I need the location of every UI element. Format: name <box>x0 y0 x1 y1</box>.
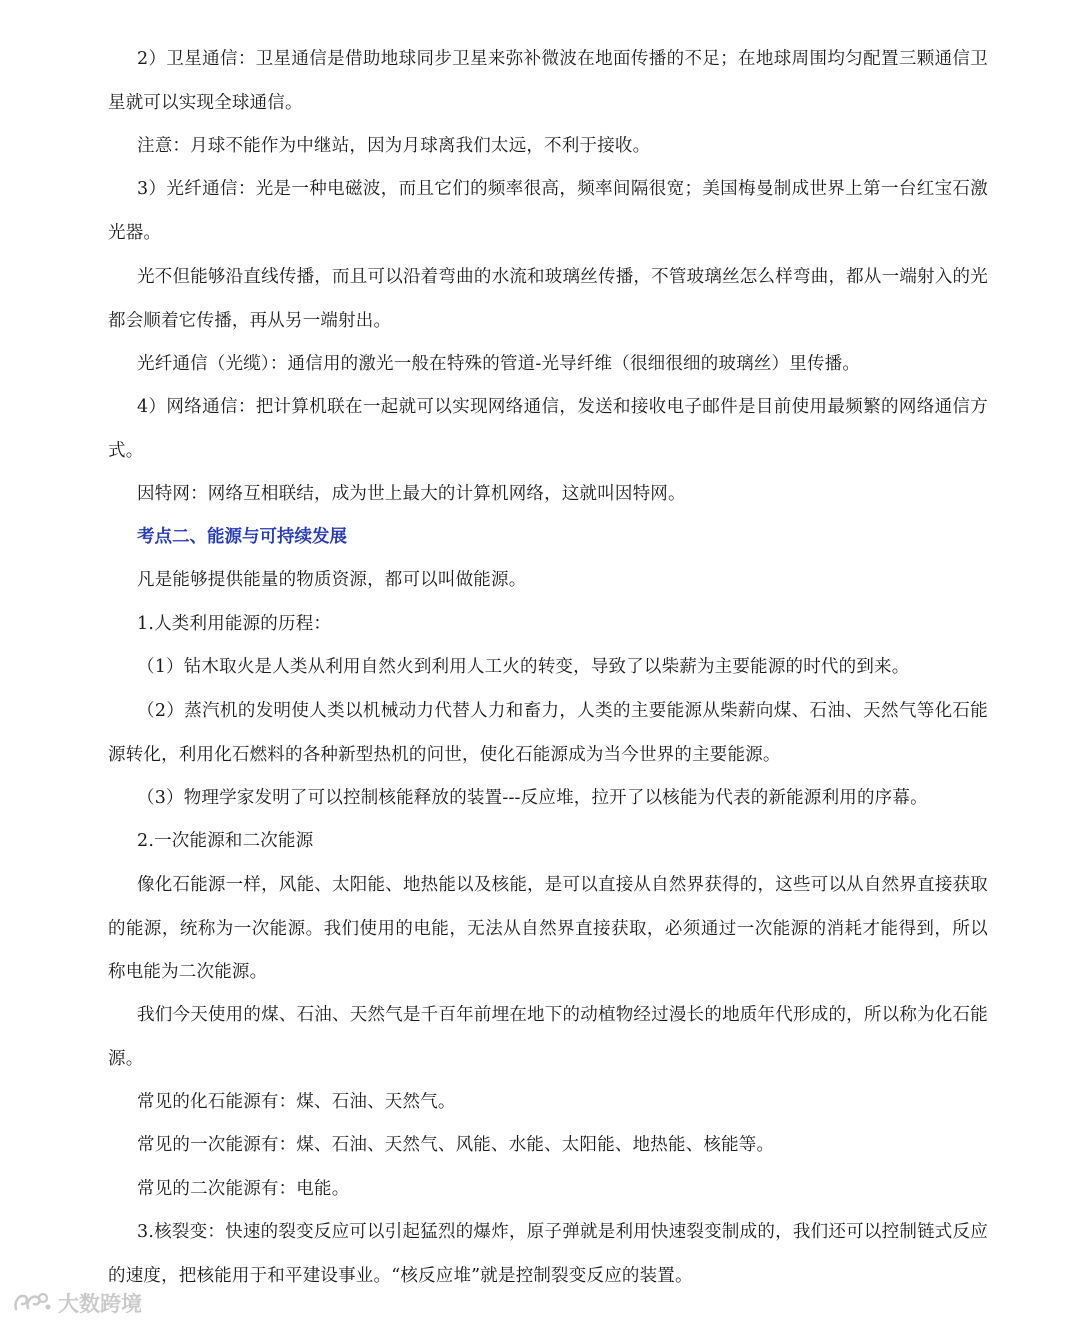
paragraph-nuclear-fission: 3.核裂变：快速的裂变反应可以引起猛烈的爆炸，原子弹就是利用快速裂变制成的，我们还可以控制链式反应的速度，把核能用于和平建设事业。“核反应堆”就是控制裂变反应的装置。 <box>108 1222 988 1286</box>
paragraph-satellite-communication: 2）卫星通信：卫星通信是借助地球同步卫星来弥补微波在地面传播的不足；在地球周围均匀配置三颗通信卫星就可以实现全球通信。 <box>108 49 988 113</box>
paragraph-history-2: （2）蒸汽机的发明使人类以机械动力代替人力和畜力，人类的主要能源从柴薪向煤、石油、天然气等化石能源转化，利用化石燃料的各种新型热机的问世，使化石能源成为当今世界的主要能源。 <box>108 701 988 765</box>
logo-swirl-icon <box>12 1291 52 1315</box>
paragraph-network-communication: 4）网络通信：把计算机联在一起就可以实现网络通信，发送和接收电子邮件是目前使用最频繁的网络通信方式。 <box>108 397 988 461</box>
paragraph-light-propagation: 光不但能够沿直线传播，而且可以沿着弯曲的水流和玻璃丝传播，不管玻璃丝怎么样弯曲，都从一端射入的光都会顺着它传播，再从另一端射出。 <box>108 267 988 331</box>
paragraph-primary-secondary-explanation: 像化石能源一样，风能、太阳能、地热能以及核能，是可以直接从自然界获得的，这些可以从自然界直接获取的能源，统称为一次能源。我们使用的电能，无法从自然界直接获取，必须通过一次能源的消耗才能得到，所以称电能为二次能源。 <box>108 875 988 982</box>
paragraph-internet: 因特网：网络互相联结，成为世上最大的计算机网络，这就叫因特网。 <box>137 484 686 504</box>
section-heading-energy: 考点二、能源与可持续发展 <box>137 527 347 547</box>
watermark-text: 大数跨境 <box>58 1292 142 1316</box>
paragraph-common-fossil: 常见的化石能源有：煤、石油、天然气。 <box>137 1092 456 1112</box>
paragraph-common-primary: 常见的一次能源有：煤、石油、天然气、风能、水能、太阳能、地热能、核能等。 <box>137 1135 775 1155</box>
paragraph-optical-fiber-communication: 3）光纤通信：光是一种电磁波，而且它们的频率很高，频率间隔很宽；美国梅曼制成世界上第一台红宝石激光器。 <box>108 179 988 243</box>
paragraph-moon-note: 注意：月球不能作为中继站，因为月球离我们太远，不利于接收。 <box>137 136 651 156</box>
subheading-primary-secondary-energy: 2.一次能源和二次能源 <box>137 831 314 851</box>
paragraph-history-3: （3）物理学家发明了可以控制核能释放的装置---反应堆，拉开了以核能为代表的新能源利用的序幕。 <box>137 788 928 808</box>
paragraph-fossil-energy: 我们今天使用的煤、石油、天然气是千百年前埋在地下的动植物经过漫长的地质年代形成的，所以称为化石能源。 <box>108 1005 988 1069</box>
paragraph-optical-cable: 光纤通信（光缆）：通信用的激光一般在特殊的管道-光导纤维（很细很细的玻璃丝）里传播。 <box>137 354 861 374</box>
watermark <box>12 1288 142 1318</box>
paragraph-common-secondary: 常见的二次能源有：电能。 <box>137 1179 350 1199</box>
paragraph-history-1: （1）钻木取火是人类从利用自然火到利用人工火的转变，导致了以柴薪为主要能源的时代的到来。 <box>137 657 910 677</box>
subheading-energy-history: 1.人类利用能源的历程： <box>137 614 332 634</box>
paragraph-energy-definition: 凡是能够提供能量的物质资源，都可以叫做能源。 <box>137 570 527 590</box>
